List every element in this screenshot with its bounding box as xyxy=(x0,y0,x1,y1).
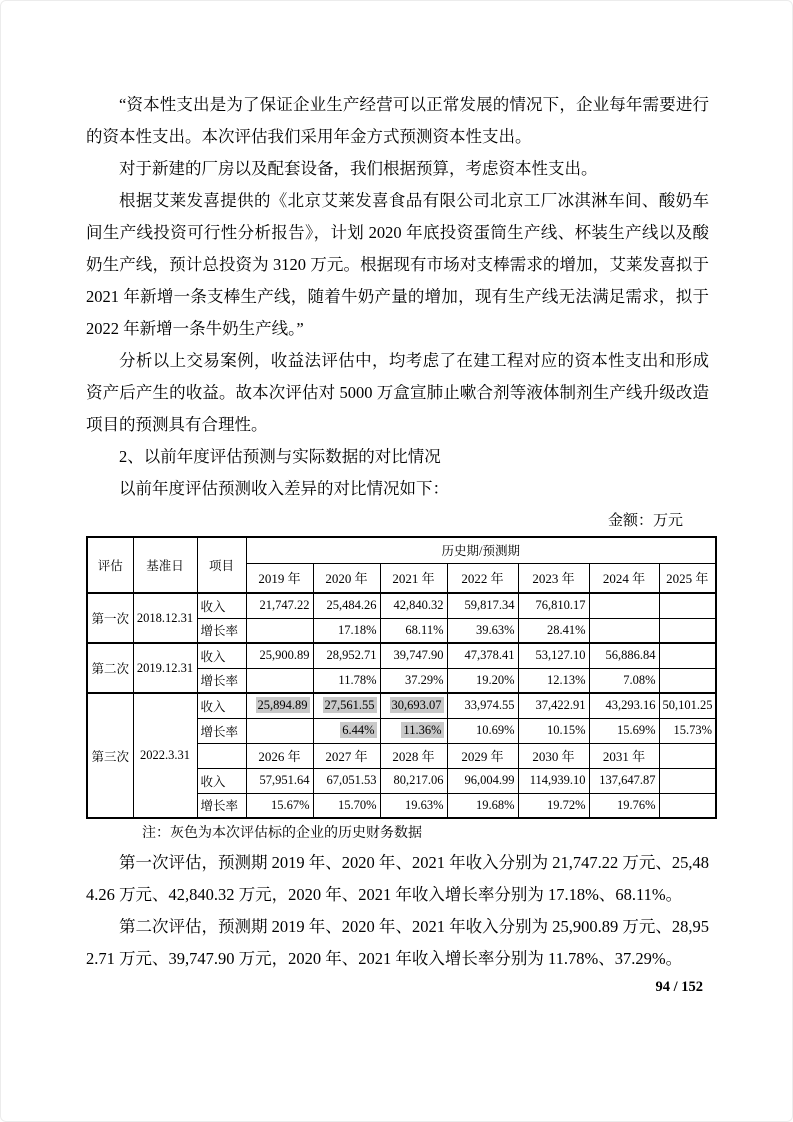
row-label-growth: 增长率 xyxy=(197,793,246,818)
header-item: 项目 xyxy=(197,537,246,593)
table-cell xyxy=(659,593,716,618)
table-cell xyxy=(659,643,716,668)
table-cell xyxy=(659,768,716,793)
table-cell: 53,127.10 xyxy=(518,643,589,668)
table-cell: 56,886.84 xyxy=(589,643,659,668)
paragraph-comparison-intro: 以前年度评估预测收入差异的对比情况如下： xyxy=(119,479,449,498)
table-cell: 43,293.16 xyxy=(589,693,659,718)
table-cell: 42,840.32 xyxy=(380,593,447,618)
table-cell: 19.72% xyxy=(518,793,589,818)
table-cell: 15.73% xyxy=(659,718,716,743)
table-cell: 15.70% xyxy=(313,793,380,818)
table-cell xyxy=(246,718,313,743)
table-cell: 12.13% xyxy=(518,668,589,693)
header-year-2026: 2026 年 xyxy=(246,743,313,768)
table-cell: 10.69% xyxy=(447,718,518,743)
forecast-comparison-table xyxy=(86,536,717,819)
table-cell: 19.68% xyxy=(447,793,518,818)
heading-prior-year-comparison: 2、以前年度评估预测与实际数据的对比情况 xyxy=(119,447,441,466)
section2-base-date: 2019.12.31 xyxy=(133,643,197,693)
header-year-2029: 2029 年 xyxy=(447,743,518,768)
table-cell: 37.29% xyxy=(380,668,447,693)
highlighted-value: 30,693.07 xyxy=(391,698,442,713)
row-label-growth: 增长率 xyxy=(197,618,246,643)
paragraph-analysis-conclusion: 分析以上交易案例，收益法评估中，均考虑了在建工程对应的资本性支出和形成资产后产生的收益。故本次评估对 5000 万盒宣肺止嗽合剂等液体制剂生产线升级改造项目的预测具有合理性。 xyxy=(86,351,709,434)
header-year-2027: 2027 年 xyxy=(313,743,380,768)
table-cell: 39.63% xyxy=(447,618,518,643)
row-label-income: 收入 xyxy=(197,643,246,668)
table-cell xyxy=(659,793,716,818)
highlighted-value: 6.44% xyxy=(342,723,375,737)
section3-base-date: 2022.3.31 xyxy=(133,693,197,818)
table-note: 注：灰色为本次评估标的企业的历史财务数据 xyxy=(142,826,422,841)
section1-name: 第一次 xyxy=(87,593,133,643)
header-eval: 评估 xyxy=(87,537,133,593)
table-cell: 33,974.55 xyxy=(447,693,518,718)
table-cell: 11.78% xyxy=(313,668,380,693)
header-year-2023: 2023 年 xyxy=(518,563,589,593)
row-label-growth: 增长率 xyxy=(197,718,246,743)
highlighted-value: 11.36% xyxy=(403,723,442,737)
table-cell: 67,051.53 xyxy=(313,768,380,793)
table-cell: 137,647.87 xyxy=(589,768,659,793)
table-cell: 25,484.26 xyxy=(313,593,380,618)
section1-base-date: 2018.12.31 xyxy=(133,593,197,643)
section3-income-hist-row xyxy=(87,693,716,718)
table-cell: 15.67% xyxy=(246,793,313,818)
table-cell: 19.20% xyxy=(447,668,518,693)
header-year-2020: 2020 年 xyxy=(313,563,380,593)
header-year-2025: 2025 年 xyxy=(659,563,716,593)
section1-income-row xyxy=(87,593,716,618)
table-cell: 57,951.64 xyxy=(246,768,313,793)
table-cell: 7.08% xyxy=(589,668,659,693)
table-cell xyxy=(246,668,313,693)
highlighted-value: 27,561.55 xyxy=(324,698,375,713)
header-year-2028: 2028 年 xyxy=(380,743,447,768)
amount-unit-label: 金额：万元 xyxy=(607,513,683,529)
row-label-income: 收入 xyxy=(197,693,246,718)
table-cell-historical xyxy=(380,718,447,743)
table-cell: 114,939.10 xyxy=(518,768,589,793)
table-cell: 25,900.89 xyxy=(246,643,313,668)
header-year-2031: 2031 年 xyxy=(589,743,659,768)
header-year-2030: 2030 年 xyxy=(518,743,589,768)
table-header-row-1 xyxy=(87,537,716,563)
table-cell: 96,004.99 xyxy=(447,768,518,793)
paragraph-second-eval-summary: 第二次评估，预测期 2019 年、2020 年、2021 年收入分别为 25,900.89 万元、28,952.71 万元、39,747.90 万元，2020 年、2021 年收入增长率分别为 11.78%、37.29%。 xyxy=(86,917,709,968)
table-cell: 28,952.71 xyxy=(313,643,380,668)
table-cell xyxy=(589,618,659,643)
section3-name: 第三次 xyxy=(87,693,133,818)
header-year-2021: 2021 年 xyxy=(380,563,447,593)
table-cell: 21,747.22 xyxy=(246,593,313,618)
header-period: 历史期/预测期 xyxy=(246,537,716,563)
table-cell: 50,101.25 xyxy=(659,693,716,718)
row-label-income: 收入 xyxy=(197,768,246,793)
table-cell: 39,747.90 xyxy=(380,643,447,668)
empty-item-cell xyxy=(197,743,246,768)
paragraph-capex-quote-1: “资本性支出是为了保证企业生产经营可以正常发展的情况下，企业每年需要进行的资本性支出。本次评估我们采用年金方式预测资本性支出。 xyxy=(86,95,709,146)
table-cell: 80,217.06 xyxy=(380,768,447,793)
header-year-2019: 2019 年 xyxy=(246,563,313,593)
table-cell-historical xyxy=(313,693,380,718)
highlighted-value: 25,894.89 xyxy=(257,698,308,713)
table-cell xyxy=(659,668,716,693)
table-cell xyxy=(589,593,659,618)
paragraph-ailaifaxi-report: 根据艾莱发喜提供的《北京艾莱发喜食品有限公司北京工厂冰淇淋车间、酸奶车间生产线投资可行性分析报告》，计划 2020 年底投资蛋筒生产线、杯装生产线以及酸奶生产线，预计总投资为 3120 万元。根据现有市场对支棒需求的增加，艾莱发喜拟于 2021 年新增一条支棒生产线，随着牛奶产量的增加，现有生产线无法满足需求，拟于 2022 年新增一条牛奶生产线。” xyxy=(86,191,709,338)
paragraph-new-plant: 对于新建的厂房以及配套设备，我们根据预算，考虑资本性支出。 xyxy=(119,159,598,178)
table-cell: 59,817.34 xyxy=(447,593,518,618)
table-cell: 10.15% xyxy=(518,718,589,743)
table-cell: 47,378.41 xyxy=(447,643,518,668)
table-cell xyxy=(659,743,716,768)
row-label-growth: 增长率 xyxy=(197,668,246,693)
table-cell: 68.11% xyxy=(380,618,447,643)
table-cell-historical xyxy=(246,693,313,718)
section2-income-row xyxy=(87,643,716,668)
row-label-income: 收入 xyxy=(197,593,246,618)
table-cell: 17.18% xyxy=(313,618,380,643)
table-cell-historical xyxy=(313,718,380,743)
table-cell: 15.69% xyxy=(589,718,659,743)
table-cell: 76,810.17 xyxy=(518,593,589,618)
table-cell xyxy=(659,618,716,643)
table-cell xyxy=(246,618,313,643)
table-cell: 28.41% xyxy=(518,618,589,643)
header-year-2024: 2024 年 xyxy=(589,563,659,593)
section2-name: 第二次 xyxy=(87,643,133,693)
page-number: 94 / 152 xyxy=(655,979,703,995)
header-base-date: 基准日 xyxy=(133,537,197,593)
table-cell: 19.76% xyxy=(589,793,659,818)
paragraph-first-eval-summary: 第一次评估，预测期 2019 年、2020 年、2021 年收入分别为 21,747.22 万元、25,484.26 万元、42,840.32 万元，2020 年、2021 年收入增长率分别为 17.18%、68.11%。 xyxy=(86,853,709,904)
table-cell: 37,422.91 xyxy=(518,693,589,718)
table-cell-historical xyxy=(380,693,447,718)
header-year-2022: 2022 年 xyxy=(447,563,518,593)
table-cell: 19.63% xyxy=(380,793,447,818)
